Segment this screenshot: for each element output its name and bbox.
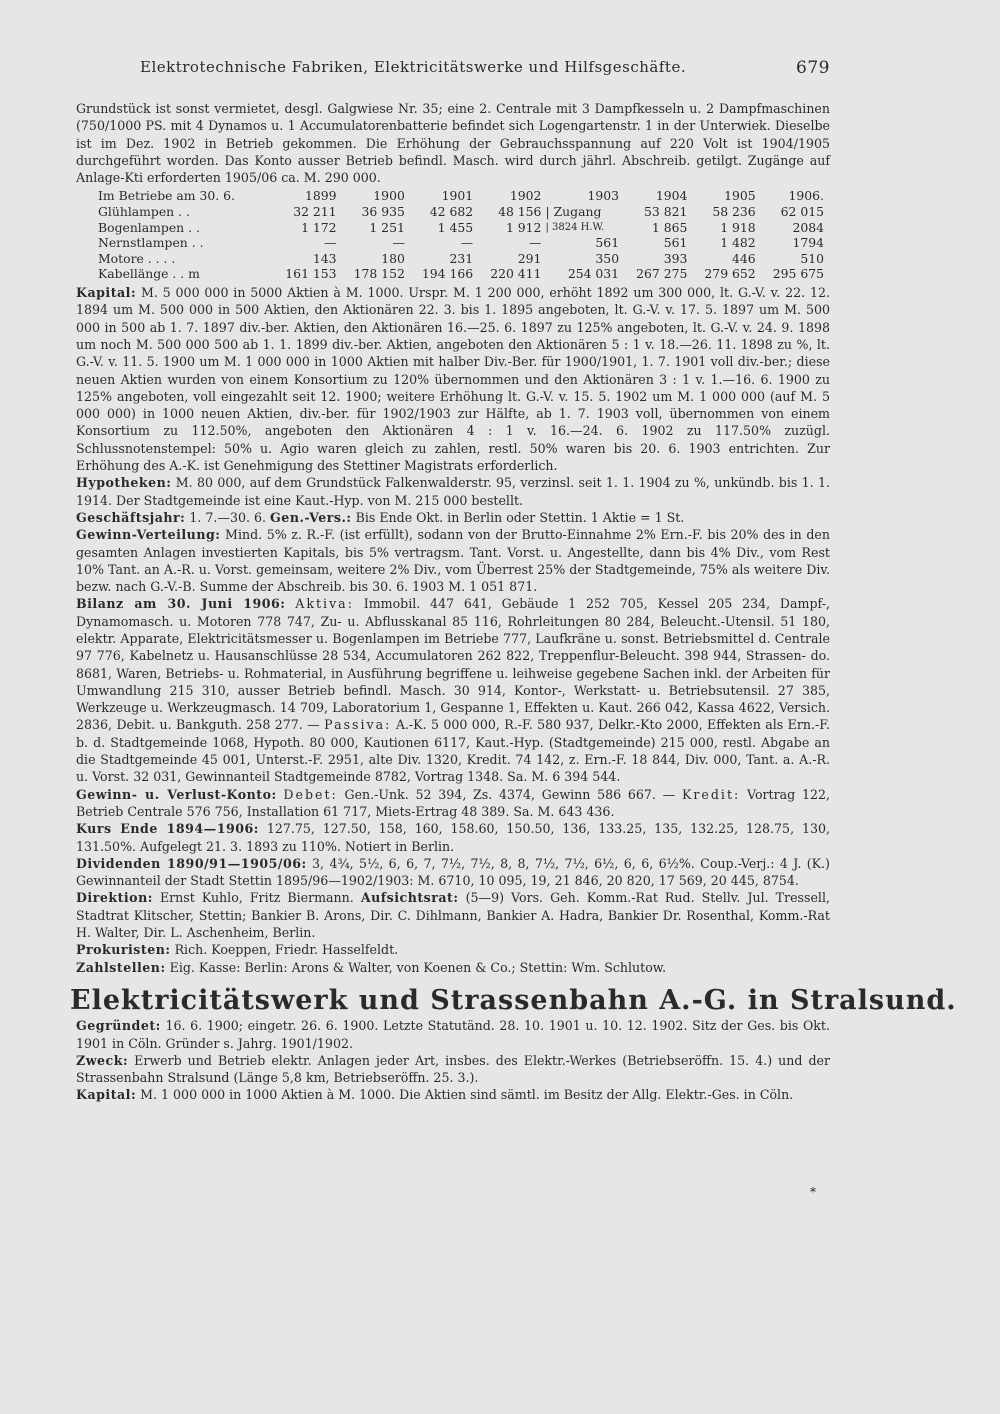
kurs-label: Kurs Ende 1894—1906: [76,821,259,837]
table-cell: 510 [800,250,824,266]
table-cell: 279 652 [704,266,756,282]
table-cell: — [460,235,474,251]
intro-paragraph: Grundstück ist sonst vermietet, desgl. Galgwiese Nr. 35; eine 2. Centrale mit 3 Dampfkesseln u. 2 Dampfmaschinen (750/1000 PS. mit 4 Dynamos u. 1 Accumulatorenbatterie befindet sich Logengartenstr. 1 in der Unterwiek. Dieselbe ist im Dez. 1902 in Betrieb gekommen. Die Erhöhung der Gebrauchsspannung auf 220 Volt ist 1904/1905 durchgeführt worden. Das Konto ausser Betrieb befindl. Masch. wird durch jährl. Abschreib. getilgt. Zugänge auf Anlage-Kti erforderten 1905/06 ca. M. 290 000. [76,101,830,186]
operations-table [96,188,826,282]
kurs-text: 127.75, 127.50, 158, 160, 158.60, 150.50, 136, 133.25, 135, 132.25, 128.75, 130, 131.50%. Aufgelegt 21. 3. 1893 zu 110%. Notiert in Berlin. [76,821,830,854]
kredit-label: Kredit: [681,786,741,802]
table-row [96,220,826,236]
row-label: Motore . . . . [98,250,176,266]
dividenden-entry [76,855,830,890]
guv-label: Gewinn- u. Verlust-Konto: [76,786,277,802]
table-cell: — [324,235,337,251]
table-cell: 1 918 [720,219,756,235]
kapital-text: M. 5 000 000 in 5000 Aktien à M. 1000. Urspr. M. 1 200 000, erhöht 1892 um 300 000, lt. G.-V. v. 22. 12. 1894 um M. 500 000 in 500 Aktien, den Aktionären 22. 3. bis 1. 1895 angeboten, lt. G.-V. v. 17. 5. 1897 um M. 500 000 in 500 ab 1. 7. 1897 div.-ber. Aktien, den Aktionären 16.—25. 6. 1897 zu 125% angeboten, lt. G.-V. v. 24. 9. 1898 um noch M. 500 000 500 ab 1. 1. 1899 div.-ber. Aktien, angeboten den Aktionären 5 : 1 v. 18.—26. 11. 1898 zu %, lt. G.-V. v. 11. 5. 1900 um M. 1 000 000 in 1000 Aktien mit halber Div.-Ber. für 1900/1901, 1. 7. 1901 voll div.-ber.; diese neuen Aktien wurden von einem Konsortium zu 120% übernommen und den Aktionären 3 : 1 v. 1.—16. 6. 1900 zu 125% angeboten, voll eingezahlt seit 12. 1900; weitere Erhöhung lt. G.-V. v. 15. 5. 1902 um M. 1 000 000 (auf M. 5 000 000) in 1000 neuen Aktien, div.-ber. für 1902/1903 zur Hälfte, ab 1. 7. 1903 voll, übernommen von einem Konsortium zu 112.50%, angeboten den Aktionären 4 : 1 v. 16.—24. 6. 1902 zu 117.50% zuzügl. Schlussnotenstempel: 50% u. Agio waren gleich zu zahlen, restl. 50% waren bis 20. 6. 1903 entrichten. Zur Erhöhung des A.-K. ist Genehmigung des Stettiner Magistrats erforderlich. [76,285,830,474]
zahlstellen-entry [76,959,830,976]
row-label: Glühlampen . . [98,204,190,220]
bilanz-entry [76,595,830,785]
aufsichtsrat-label: Aufsichtsrat: [360,890,459,906]
dividenden-label: Dividenden 1890/91—1905/06: [76,855,307,871]
page-number: 679 [796,58,830,78]
year-header: 1902 [509,188,542,204]
geschaeftsjahr-text: 1. 7.—30. 6. [189,509,267,525]
zweck-text: Erwerb und Betrieb elektr. Anlagen jeder Art, insbes. des Elektr.-Werkes (Betriebseröffn. 15. 4.) und der Strassenbahn Stralsund (Länge 5,8 km, Betriebseröffn. 25. 3.). [76,1052,830,1086]
zweck-entry [76,1052,830,1087]
table-cell: 561 [663,235,688,251]
hypotheken-text: M. 80 000, auf dem Grundstück Falkenwalderstr. 95, verzinsl. seit 1. 1. 1904 zu %, unkündb. bis 1. 1. 1914. Der Stadtgemeinde ist eine Kaut.-Hyp. von M. 215 000 bestellt. [76,475,830,508]
gewinnverteilung-entry [76,526,830,595]
table-row [96,235,826,251]
zweck-label: Zweck: [76,1052,129,1068]
table-cell: 2084 [792,219,824,235]
direktion-label: Direktion: [76,890,153,906]
row-label: Nernstlampen . . [98,235,204,251]
geschaeftsjahr-label: Geschäftsjahr: [76,509,186,525]
year-header: 1899 [305,188,337,204]
table-cell: 161 153 [285,266,337,282]
prokuristen-label: Prokuristen: [76,942,171,958]
table-cell: 446 [732,250,756,266]
gen-vers-label: Gen.-Vers.: [270,509,352,525]
table-header-row [96,188,826,204]
running-header [140,58,830,76]
section-heading: Elektricitätswerk und Strassenbahn A.-G. in Stralsund. [70,984,957,1016]
gegruendet-text: 16. 6. 1900; eingetr. 26. 6. 1900. Letzte Statutänd. 28. 10. 1901 u. 10. 12. 1902. Sitz der Ges. bis Okt. 1901 in Cöln. Gründer s. Jahrg. 1901/1902. [76,1018,830,1051]
year-header: 1903 [587,188,620,204]
year-header: 1904 [655,188,688,204]
aktiva-label: Aktiva: [295,596,354,612]
table-cell: 254 031 [567,266,620,282]
gegruendet-entry [76,1017,830,1052]
zugang-note: | Zugang [545,204,602,220]
table-cell: 267 275 [636,266,688,282]
table-cell: 58 236 [712,204,756,220]
passiva-text: A.-K. 5 000 000, R.-F. 580 937, Delkr.-Kto 2000, Effekten als Ern.-F. b. d. Stadtgemeinde 1068, Hypoth. 80 000, Kautionen 6117, Kaut.-Hyp. (Stadtgemeinde) 215 000, restl. Abgabe an die Stadtgemeinde 45 001, Unterst.-F. 2951, alte Div. 1320, Kredit. 74 142, z. Ern.-F. 18 844, Div. 000, Tant. a. A.-R. u. Vorst. 32 031, Gewinnanteil Stadtgemeinde 8782, Vortrag 1348. Sa. M. 6 394 544. [76,717,830,785]
table-cell: 194 166 [421,266,474,282]
table-cell: 1 251 [369,219,405,235]
direktion-entry [76,889,830,941]
header-title: Elektrotechnische Fabriken, Elektricitätswerke und Hilfsgeschäfte. [140,58,687,76]
table-row [96,251,826,267]
zahlstellen-text: Eig. Kasse: Berlin: Arons & Walter, von Koenen & Co.; Stettin: Wm. Schlutow. [169,959,667,975]
asterisk-mark: * [810,1185,816,1199]
table-cell: 180 [381,250,405,266]
table-cell: 295 675 [772,266,824,282]
hypotheken-entry [76,474,830,509]
year-header: 1906. [788,188,824,204]
guv-entry [76,786,830,821]
year-header: 1900 [373,188,405,204]
table-cell: 220 411 [490,266,542,282]
table-cell: 1 455 [437,219,474,235]
table-cell: 32 211 [293,204,337,220]
table-cell: 1 172 [301,219,337,235]
debet-label: Debet: [283,786,338,802]
table-cell: 1 482 [720,235,756,251]
row-label: Kabellänge . . m [98,266,200,282]
zahlstellen-label: Zahlstellen: [76,959,166,975]
kapital-label: Kapital: [76,285,137,301]
direktion-text: Ernst Kuhlo, Fritz Biermann. [159,890,354,906]
table-cell: 1 912 [505,219,542,235]
table-cell: — [529,235,542,251]
table-cell: 291 [517,250,542,266]
dividenden-text: 3, 4¾, 5½, 6, 6, 7, 7½, 7½, 8, 8, 7½, 7½, 6½, 6, 6, 6½%. Coup.-Verj.: 4 J. (K.) Gewinnanteil der Stadt Stettin 1895/96—1902/1903: M. 6710, 10 095, 19, 21 846, 20 820, 17 569, 20 445, 8754. [76,855,830,889]
table-row [96,266,826,282]
aktiva-text: Immobil. 447 641, Gebäude 1 252 705, Kessel 205 234, Dampf-, Dynamomasch. u. Motoren 778 747, Zu- u. Abflusskanal 85 116, Rohrleitungen 80 284, Beleucht.-Utensil. 51 180, elektr. Apparate, Elektricitätsmesser u. Bogenlampen im Betriebe 777, Laufkräne u. sonst. Betriebsmittel d. Centrale 97 776, Kabelnetz u. Hausanschlüsse 28 534, Accumulatoren 262 822, Treppenflur-Beleucht. 398 944, Strassen- do. 8681, Waren, Betriebs- u. Rohmaterial, in Ausführung begriffene u. leihweise gegebene Sachen inkl. der Arbeiten für Umwandlung 215 310, ausser Betrieb befindl. Masch. 30 914, Kontor-, Werkstatt- u. Betriebsutensil. 27 385, Werkzeuge u. Werkzeugmasch. 14 709, Laboratorium 1, Gespanne 1, Effekten u. Kaut. 266 042, Kassa 4622, Versich. 2836, Debit. u. Bankguth. 258 277. — [76,596,830,733]
table-cell: 62 015 [780,204,824,220]
zugang-note: | 3824 H.W. [545,221,605,233]
table-cell: 48 156 [498,204,542,220]
table-cell: 350 [595,250,620,266]
table-cell: 561 [595,235,620,251]
table-cell: — [392,235,405,251]
table-cell: 393 [663,250,688,266]
document-body [70,100,957,1104]
table-cell: 36 935 [361,204,405,220]
table-cell: 53 821 [644,204,688,220]
table-cell: 178 152 [353,266,405,282]
year-header: 1905 [724,188,756,204]
table-cell: 1794 [792,235,824,251]
geschaeftsjahr-entry [76,509,830,526]
debet-text: Gen.-Unk. 52 394, Zs. 4374, Gewinn 586 667. — [344,786,676,802]
kapital-entry [76,284,830,474]
table-cell: 42 682 [429,204,474,220]
aufsichtsrat-text: (5—9) Vors. Geh. Komm.-Rat Rud. Stellv. Jul. Tressell, Stadtrat Klitscher, Stettin; Bankier B. Arons, Dir. C. Dihlmann, Bankier A. Hadra, Bankier Dr. Rosenthal, Komm.-Rat H. Walter, Dir. L. Aschenheim, Berlin. [76,890,830,941]
section2-kapital-label: Kapital: [76,1087,137,1103]
table-header-label: Im Betriebe am 30. 6. [98,188,235,204]
section2-kapital-entry [76,1086,830,1103]
table-cell: 143 [312,250,337,266]
prokuristen-text: Rich. Koeppen, Friedr. Hasselfeldt. [174,942,399,958]
zugang-label: Zugang [553,204,602,220]
hypotheken-label: Hypotheken: [76,475,172,491]
table-cell: 231 [449,250,474,266]
bilanz-label: Bilanz am 30. Juni 1906: [76,596,286,612]
gewinnverteilung-label: Gewinn-Verteilung: [76,527,221,543]
year-header: 1901 [441,188,474,204]
table-cell: 1 865 [651,219,688,235]
passiva-label: Passiva: [324,717,392,733]
gen-vers-text: Bis Ende Okt. in Berlin oder Stettin. 1 Aktie = 1 St. [355,509,685,525]
kredit-text: Vortrag 122, Betrieb Centrale 576 756, Installation 61 717, Miets-Ertrag 48 389. Sa. M. 643 436. [76,786,830,819]
table-row [96,204,826,220]
section2-kapital-text: M. 1 000 000 in 1000 Aktien à M. 1000. Die Aktien sind sämtl. im Besitz der Allg. Elektr.-Ges. in Cöln. [140,1087,794,1103]
zugang-value: 3824 H.W. [552,221,605,233]
gegruendet-label: Gegründet: [76,1018,161,1034]
gewinnverteilung-text: Mind. 5% z. R.-F. (ist erfüllt), sodann von der Brutto-Einnahme 2% Ern.-F. bis 20% des in den gesamten Anlagen investierten Kapitals, bis 5% vertragsm. Tant. Vorst. u. Angestellte, dann bis 4% Div., vom Rest 10% Tant. an A.-R. u. Vorst. gemeinsam, weitere 2% Div., vom Überrest 25% der Stadtgemeinde, 75% als weitere Div. bezw. nach G.-V.-B. Summe der Abschreib. bis 30. 6. 1903 M. 1 051 871. [76,527,830,595]
kurs-entry [76,820,830,855]
row-label: Bogenlampen . . [98,219,200,235]
prokuristen-entry [76,941,830,958]
